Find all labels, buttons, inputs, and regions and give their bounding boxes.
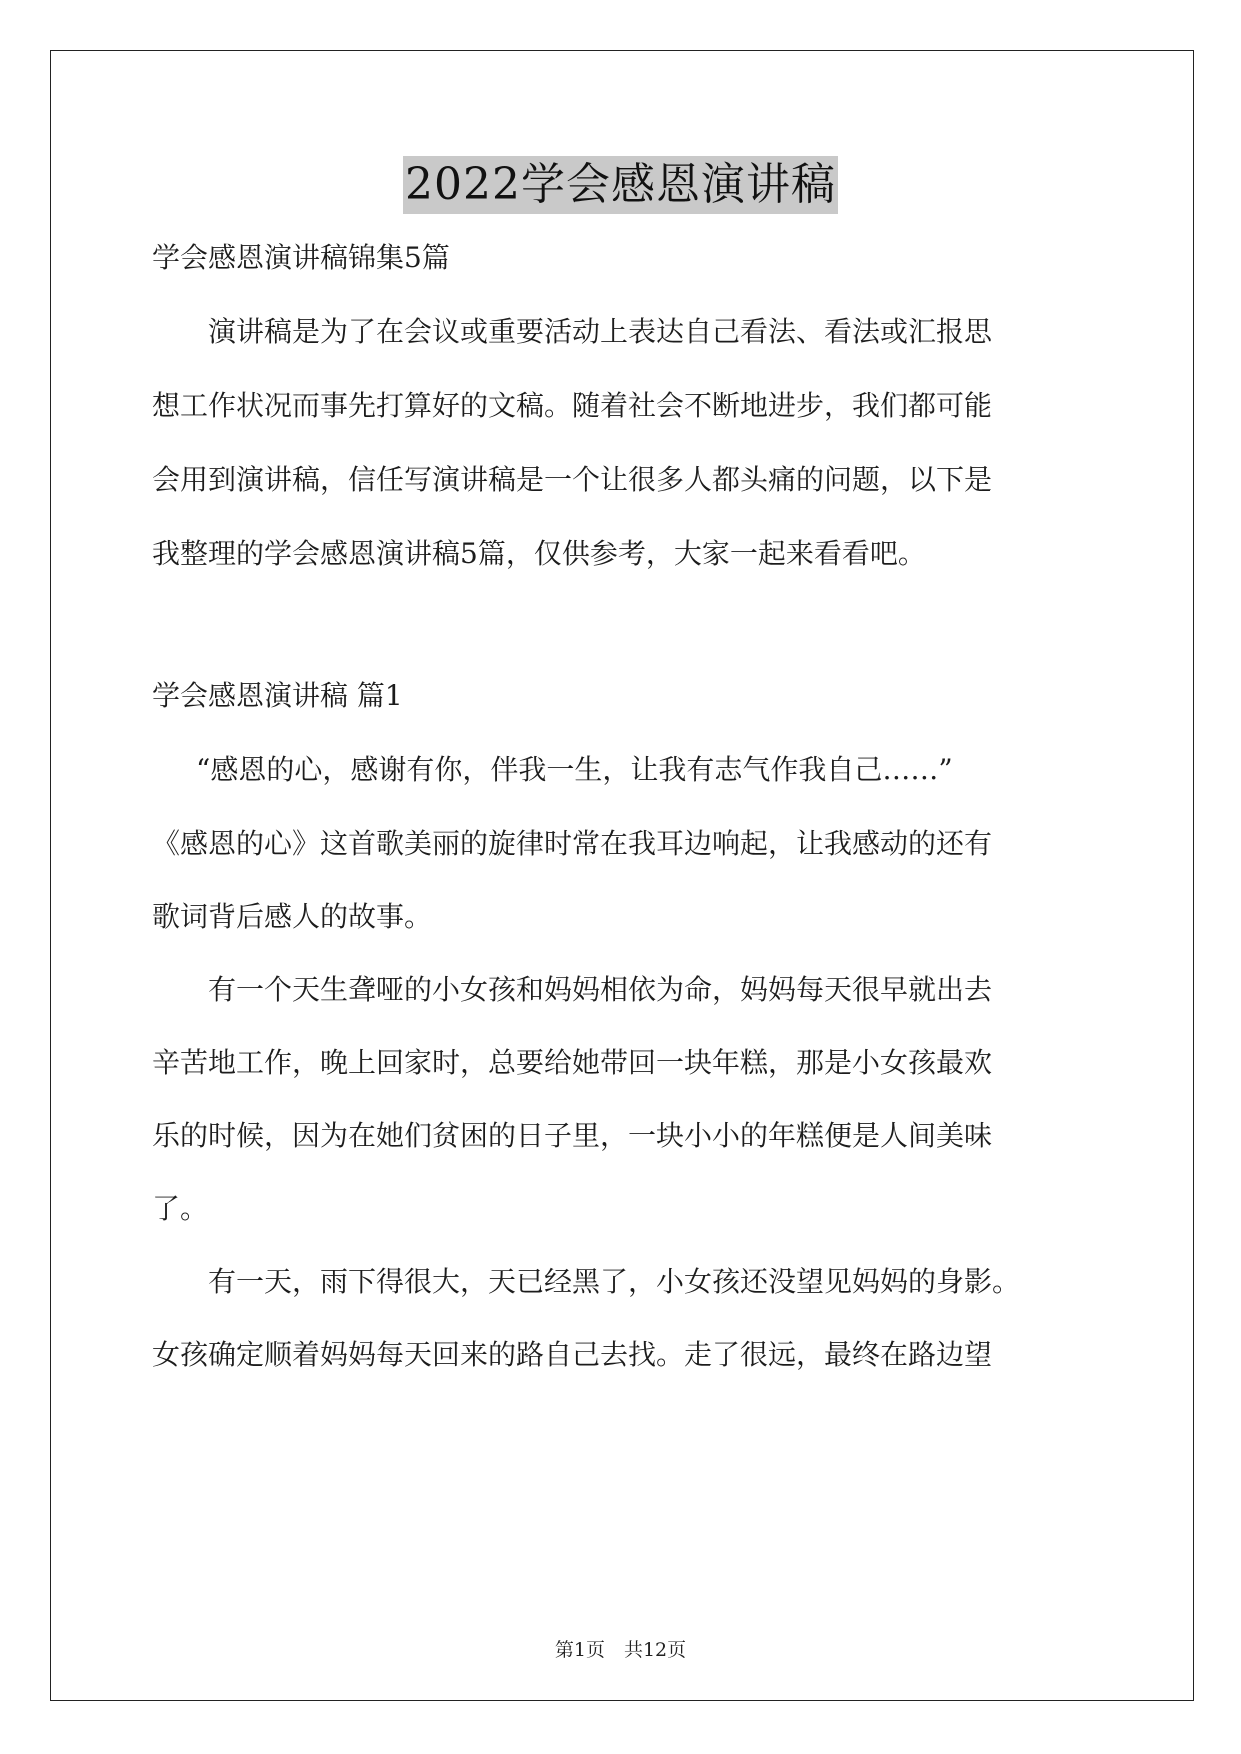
page-border <box>50 50 1194 1701</box>
body-line: 《感恩的心》这首歌美丽的旋律时常在我耳边响起，让我感动的还有 <box>152 827 993 860</box>
body-line: 辛苦地工作，晚上回家时，总要给她带回一块年糕，那是小女孩最欢 <box>152 1046 993 1079</box>
intro-line: 会用到演讲稿，信任写演讲稿是一个让很多人都头痛的问题，以下是 <box>152 463 993 496</box>
document-subtitle: 学会感恩演讲稿锦集5篇 <box>152 241 450 274</box>
body-line: “感恩的心，感谢有你，伴我一生，让我有志气作我自己……” <box>196 753 953 786</box>
body-line: 乐的时候，因为在她们贫困的日子里，一块小小的年糕便是人间美味 <box>152 1119 993 1152</box>
intro-line: 我整理的学会感恩演讲稿5篇，仅供参考，大家一起来看看吧。 <box>152 537 926 570</box>
body-line: 女孩确定顺着妈妈每天回来的路自己去找。走了很远，最终在路边望 <box>152 1338 993 1371</box>
body-line: 有一天，雨下得很大，天已经黑了，小女孩还没望见妈妈的身影。 <box>208 1265 1021 1298</box>
body-line: 有一个天生聋哑的小女孩和妈妈相依为命，妈妈每天很早就出去 <box>208 973 993 1006</box>
document-title: 2022学会感恩演讲稿 <box>403 156 838 214</box>
page-footer: 第1页 共12页 <box>554 1639 687 1661</box>
section-heading: 学会感恩演讲稿 篇1 <box>152 679 403 712</box>
intro-line: 演讲稿是为了在会议或重要活动上表达自己看法、看法或汇报思 <box>208 315 993 348</box>
body-line: 了。 <box>152 1192 209 1225</box>
intro-line: 想工作状况而事先打算好的文稿。随着社会不断地进步，我们都可能 <box>152 389 993 422</box>
body-line: 歌词背后感人的故事。 <box>152 900 433 933</box>
